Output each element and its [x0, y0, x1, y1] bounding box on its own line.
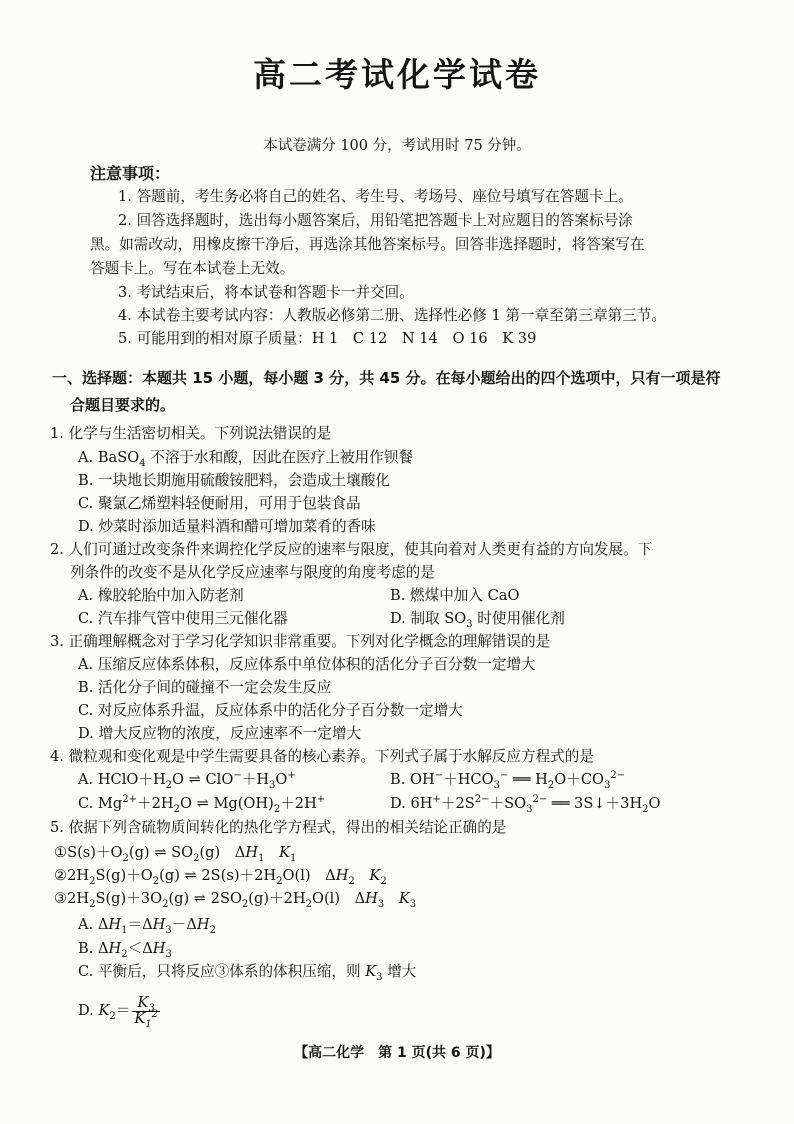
section-heading-cont: 合题目要求的。 — [70, 396, 176, 414]
question-2-option-a: A. 橡胶轮胎中加入防老剂 — [78, 587, 244, 604]
page-title: 高二考试化学试卷 — [253, 55, 541, 94]
question-4-option-d: D. $6H^++2S^{2-}+SO_3^{2-}$ ══ $3S↓+3H_2O$ — [390, 794, 661, 815]
question-4-option-b: B. $OH^-+HCO_3^-$ ══ $H_2O+CO_3^{2-}$ — [390, 770, 626, 791]
note-2-cont2: 答题卡上。写在本试卷上无效。 — [90, 260, 295, 277]
question-5-option-a: A. $\Delta H_1=\Delta H_3-\Delta H_2$ — [78, 916, 216, 936]
question-4-stem: 4. 微粒观和变化观是中学生需要具备的核心素养。下列式子属于水解反应方程式的是 — [50, 748, 594, 765]
question-1-stem: 1. 化学与生活密切相关。下列说法错误的是 — [50, 425, 332, 442]
question-5-option-b: B. $\Delta H_2<\Delta H_3$ — [78, 940, 172, 960]
note-3: 3. 考试结束后，将本试卷和答题卡一并交回。 — [118, 284, 414, 301]
question-3-option-c: C. 对反应体系升温，反应体系中的活化分子百分数一定增大 — [78, 702, 463, 719]
question-5-option-d: D. $K_2=$ $\frac{K_3}{K_1^2}$ — [78, 994, 159, 1030]
question-2-option-c: C. 汽车排气管中使用三元催化器 — [78, 610, 288, 627]
note-5: 5. 可能用到的相对原子质量：H 1 C 12 N 14 O 16 K 39 — [118, 330, 537, 347]
question-5-equation-1: $①S(s)+O_2(g)$ ⇌ $SO_2(g)$ $\Delta H_1$ $K_1$ — [54, 844, 297, 864]
question-4-option-a: A. $HClO+H_2O$ ⇌ $ClO^-+H_3O^+$ — [78, 770, 296, 791]
question-2-option-d: D. 制取 $SO_3$ 时使用催化剂 — [390, 610, 565, 630]
question-3-option-a: A. 压缩反应体系体积，反应体系中单位体积的活化分子百分数一定增大 — [78, 656, 536, 673]
notes-heading: 注意事项： — [90, 164, 171, 183]
question-5-equation-3: $③2H_2S(g)+3O_2(g)$ ⇌ $2SO_2(g)+2H_2O(l)$ $\Delta H_3$ $K_3$ — [54, 890, 417, 910]
question-3-option-d: D. 增大反应物的浓度，反应速率不一定增大 — [78, 725, 362, 742]
note-4: 4. 本试卷主要考试内容：人教版必修第二册、选择性必修 1 第一章至第三章第三节。 — [118, 307, 666, 324]
question-1-option-a: A. BaSO$_4$ 不溶于水和酸，因此在医疗上被用作钡餐 — [78, 449, 413, 469]
question-3-stem: 3. 正确理解概念对于学习化学知识非常重要。下列对化学概念的理解错误的是 — [50, 633, 551, 650]
section-heading: 一、选择题：本题共 15 小题，每小题 3 分，共 45 分。在每小题给出的四个选项中，只有一项是符 — [52, 369, 721, 387]
question-2-option-b: B. 燃煤中加入 CaO — [390, 587, 520, 604]
question-5-equation-2: $②2H_2S(g)+O_2(g)$ ⇌ $2S(s)+2H_2O(l)$ $\Delta H_2$ $K_2$ — [54, 867, 387, 887]
question-3-option-b: B. 活化分子间的碰撞不一定会发生反应 — [78, 679, 332, 696]
question-1-option-c: C. 聚氯乙烯塑料轻便耐用，可用于包装食品 — [78, 495, 361, 512]
question-5-option-c: C. 平衡后，只将反应③体系的体积压缩，则 $K_3$ 增大 — [78, 963, 417, 983]
exam-intro: 本试卷满分 100 分，考试用时 75 分钟。 — [263, 138, 531, 154]
question-2-stem: 2. 人们可通过改变条件来调控化学反应的速率与限度，使其向着对人类更有益的方向发展。下 — [50, 541, 653, 558]
question-1-option-d: D. 炒菜时添加适量料酒和醋可增加菜肴的香味 — [78, 518, 376, 535]
question-5-stem: 5. 依据下列含硫物质间转化的热化学方程式，得出的相关结论正确的是 — [50, 819, 507, 836]
note-1: 1. 答题前，考生务必将自己的姓名、考生号、考场号、座位号填写在答题卡上。 — [118, 188, 633, 205]
fraction-k3-over-k1-squared: $\frac{K_3}{K_1^2}$ — [134, 994, 159, 1030]
page-footer: 【高二化学 第 1 页(共 6 页)】 — [294, 1045, 500, 1061]
question-2-stem-cont: 列条件的改变不是从化学反应速率与限度的角度考虑的是 — [70, 564, 435, 581]
question-4-option-c: C. $Mg^{2+}+2H_2O$ ⇌ $Mg(OH)_2+2H^+$ — [78, 794, 326, 815]
note-2-cont: 黑。如需改动，用橡皮擦干净后，再选涂其他答案标号。回答非选择题时，将答案写在 — [90, 236, 645, 253]
note-2: 2. 回答选择题时，选出每小题答案后，用铅笔把答题卡上对应题目的答案标号涂 — [118, 212, 633, 229]
question-1-option-b: B. 一块地长期施用硫酸铵肥料，会造成土壤酸化 — [78, 472, 390, 489]
